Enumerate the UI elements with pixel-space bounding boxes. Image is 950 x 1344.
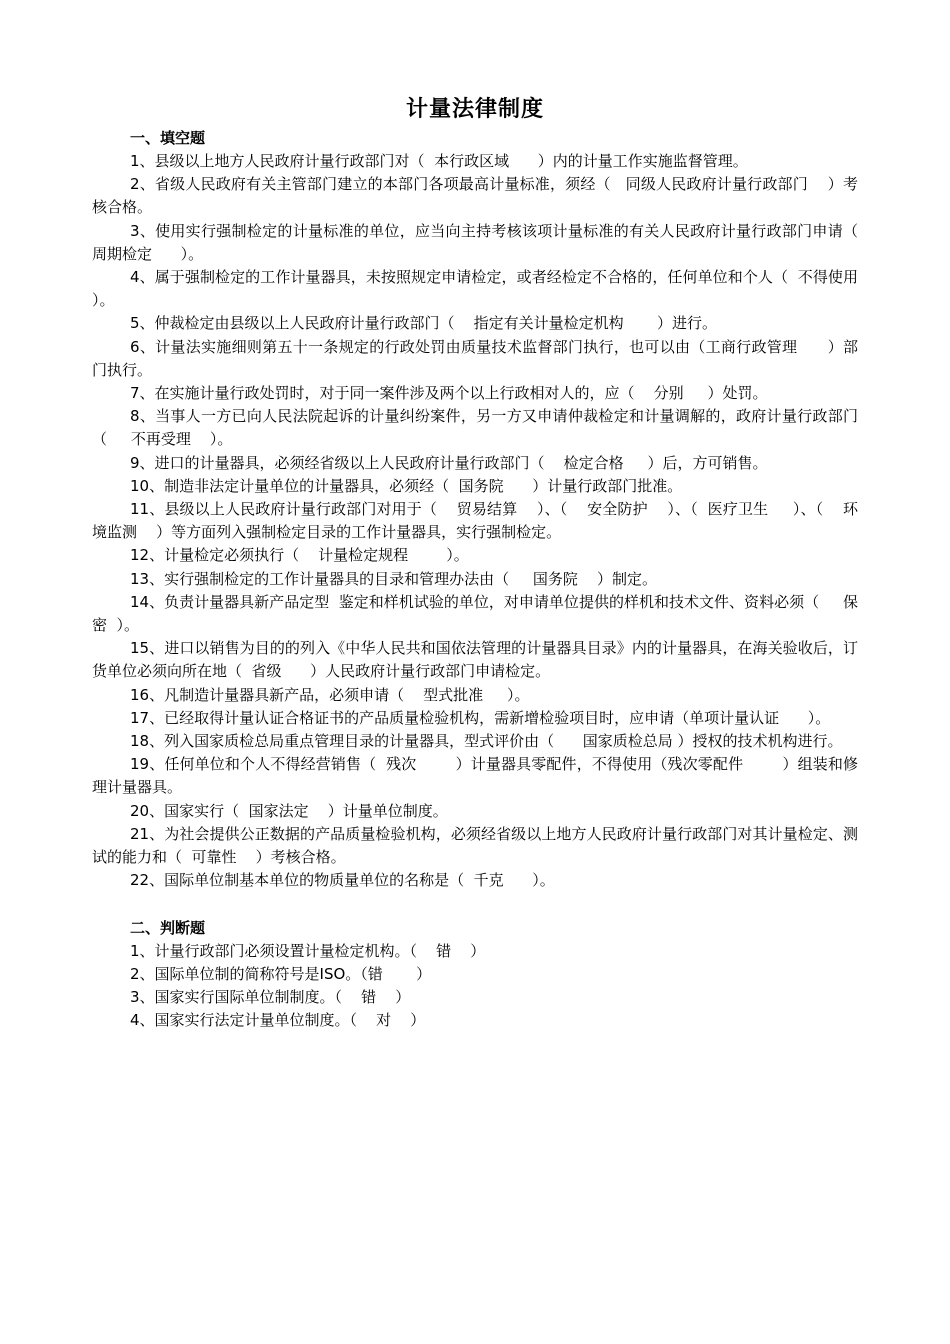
question-item: 22、国际单位制基本单位的物质量单位的名称是（ 千克 ）。 [130,871,555,890]
question-item: 18、列入国家质检总局重点管理目录的计量器具，型式评价由（ 国家质检总局 ）授权的技术机构进行。 [130,732,843,751]
question-item: 3、使用实行强制检定的计量标准的单位，应当向主持考核该项计量标准的有关人民政府计量行政部门申请（ 周期检定 ）。 [92,221,868,263]
question-item: 16、凡制造计量器具新产品，必须申请（ 型式批准 ）。 [130,685,530,704]
question-item: 5、仲裁检定由县级以上人民政府计量行政部门（ 指定有关计量检定机构 ）进行。 [130,314,717,333]
fill-in-blank-section [92,127,878,893]
question-item: 6、计量法实施细则第五十一条规定的行政处罚由质量技术监督部门执行，也可以由（工商行政管理 ）部门执行。 [92,337,858,379]
question-item: 7、在实施计量行政处罚时，对于同一案件涉及两个以上行政相对人的，应（ 分别 ）处罚。 [130,384,768,403]
question-item: 2、国际单位制的简称符号是ISO。（错 ） [130,964,432,983]
question-item: 19、任何单位和个人不得经营销售（ 残次 ）计量器具零配件，不得使用（残次零配件 ）组装和修理计量器具。 [92,755,858,797]
question-item: 15、进口以销售为目的的列入《中华人民共和国依法管理的计量器具目录》内的计量器具，在海关验收后，订货单位必须向所在地（ 省级 ）人民政府计量行政部门申请检定。 [92,639,858,681]
question-item: 1、县级以上地方人民政府计量行政部门对（ 本行政区域 ）内的计量工作实施监督管理。 [130,152,748,170]
question-item: 12、计量检定必须执行（ 计量检定规程 ）。 [130,546,469,565]
question-item: 14、负责计量器具新产品定型 鉴定和样机试验的单位，对申请单位提供的样机和技术文件、资料必须（ 保密 ）。 [92,592,858,635]
section-heading: 二、判断题 [130,918,206,937]
question-item: 3、国家实行国际单位制制度。（ 错 ） [130,987,411,1006]
question-item: 9、进口的计量器具，必须经省级以上人民政府计量行政部门（ 检定合格 ）后，方可销售。 [130,453,768,472]
question-item: 2、省级人民政府有关主管部门建立的本部门各项最高计量标准，须经（ 同级人民政府计量行政部门 ）考核合格。 [92,175,858,217]
question-item: 8、当事人一方已向人民法院起诉的计量纠纷案件，另一方又申请仲裁检定和计量调解的，政府计量行政部门（ 不再受理 ）。 [92,407,858,449]
question-item: 4、属于强制检定的工作计量器具，未按照规定申请检定，或者经检定不合格的，任何单位和个人（ 不得使用 ）。 [92,268,878,310]
document-title: 计量法律制度 [405,97,544,122]
question-item: 17、已经取得计量认证合格证书的产品质量检验机构，需新增检验项目时，应申请（单项计量认证 ）。 [130,708,831,727]
question-item: 20、国家实行（ 国家法定 ）计量单位制度。 [130,801,448,820]
question-item: 1、计量行政部门必须设置计量检定机构。（ 错 ） [130,941,486,960]
question-item: 4、国家实行法定计量单位制度。（ 对 ） [130,1011,426,1030]
question-item: 13、实行强制检定的工作计量器具的目录和管理办法由（ 国务院 ）制定。 [130,569,658,588]
true-false-section [92,917,858,1033]
question-item: 21、为社会提供公正数据的产品质量检验机构，必须经省级以上地方人民政府计量行政部门对其计量检定、测试的能力和（ 可靠性 ）考核合格。 [92,824,858,867]
section-heading: 一、填空题 [130,129,206,147]
question-item: 11、县级以上人民政府计量行政部门对用于（ 贸易结算 ）、（ 安全防护 ）、（ 医疗卫生 ）、（ 环境监测 ）等方面列入强制检定目录的工作计量器具，实行强制检定。 [92,500,858,542]
question-item: 10、制造非法定计量单位的计量器具，必须经（ 国务院 ）计量行政部门批准。 [130,476,683,495]
